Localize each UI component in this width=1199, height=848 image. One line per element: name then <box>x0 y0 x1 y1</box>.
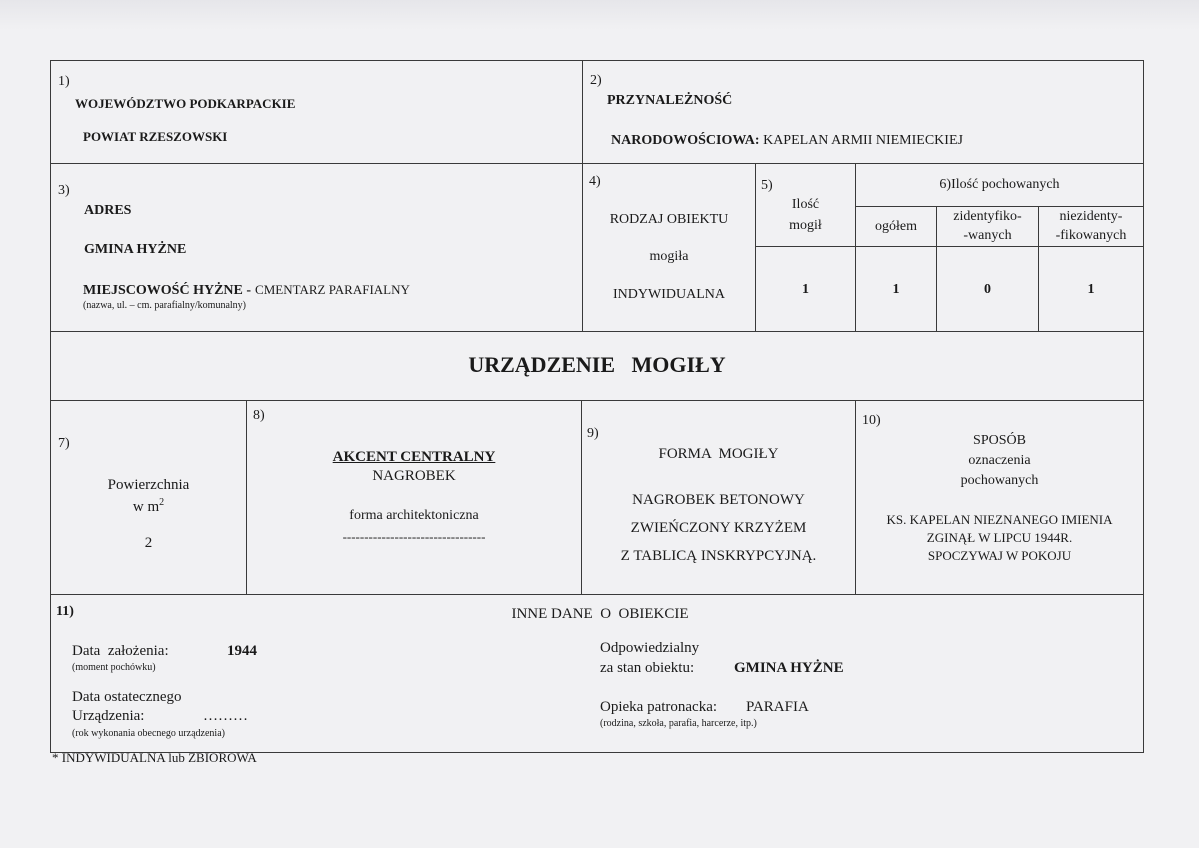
object-type-label: RODZAJ OBIEKTU <box>609 212 729 227</box>
locality-line <box>83 281 410 299</box>
section-title: URZĄDZENIE MOGIŁY <box>468 352 726 377</box>
grave-form-label: FORMA MOGIŁY <box>658 446 779 462</box>
col-divider <box>246 400 247 595</box>
cell-2-number: 2) <box>590 73 602 88</box>
row-divider <box>50 163 1144 164</box>
nationality-value: KAPELAN ARMII NIEMIECKIEJ <box>763 133 963 148</box>
buried-count-header: 6)Ilość pochowanych <box>939 177 1060 192</box>
cell-3-number: 3) <box>58 183 70 198</box>
area-unit-exponent: 2 <box>159 497 165 508</box>
commune: GMINA HYŻNE <box>84 242 187 257</box>
architectural-form-dashes: --------------------------------- <box>342 529 486 544</box>
buried-total-label: ogółem <box>875 219 917 234</box>
nationality-label: PRZYNALEŻNOŚĆ <box>607 93 733 108</box>
founding-date-value: 1944 <box>227 643 257 659</box>
area-unit: w m <box>132 499 160 515</box>
col-divider <box>855 400 856 595</box>
central-accent-subtitle: NAGROBEK <box>372 468 456 484</box>
nationality-line <box>611 133 963 149</box>
cell-5-number: 5) <box>761 178 773 193</box>
architectural-form-label: forma architektoniczna <box>349 508 479 523</box>
inscription-line2: ZGINĄŁ W LIPCU 1944R. <box>926 530 1073 545</box>
grave-form-line3: Z TABLICĄ INSKRYPCYJNĄ. <box>620 548 817 564</box>
locality-note: (nazwa, ul. – cm. parafialny/komunalny) <box>83 300 246 311</box>
area-label: Powierzchnia <box>107 477 190 493</box>
row-divider <box>755 246 1144 247</box>
identified-value: 0 <box>984 282 991 297</box>
graves-count-label-2: mogił <box>789 218 822 233</box>
identified-label: zidentyfiko- <box>953 209 1022 224</box>
last-arrangement-label: Data ostatecznego <box>72 689 182 705</box>
unidentified-label-2: -fikowanych <box>1055 228 1127 243</box>
row-divider <box>855 206 1144 207</box>
cell-4-number: 4) <box>589 174 601 189</box>
founding-date-label: Data założenia: <box>72 643 169 659</box>
unidentified-value: 1 <box>1087 282 1095 297</box>
cell-11-number: 11) <box>56 604 74 619</box>
last-arrangement-value: ……… <box>203 708 248 724</box>
buried-total-value: 1 <box>892 282 900 297</box>
graves-count-label: Ilość <box>791 197 820 212</box>
row-divider <box>50 331 1144 332</box>
last-arrangement-label-2: Urządzenia: <box>72 708 145 724</box>
patronage-note: (rodzina, szkoła, parafia, harcerze, itp.) <box>600 718 757 729</box>
locality-label: MIEJSCOWOŚĆ HYŻNE - <box>83 283 252 298</box>
locality-value: CMENTARZ PARAFIALNY <box>255 282 410 297</box>
grave-form-line2: ZWIEŃCZONY KRZYŻEM <box>630 520 807 536</box>
col-divider <box>755 163 756 332</box>
inscription-line3: SPOCZYWAJ W POKOJU <box>927 548 1072 563</box>
responsible-label: Odpowiedzialny <box>600 640 700 656</box>
object-type-value: INDYWIDUALNA <box>613 287 725 302</box>
district: POWIAT RZESZOWSKI <box>83 129 228 144</box>
marking-label-3: pochowanych <box>960 473 1039 488</box>
cell-10-number: 10) <box>862 413 881 428</box>
last-arrangement-note: (rok wykonania obecnego urządzenia) <box>72 728 225 739</box>
graves-count-value: 1 <box>802 282 809 297</box>
area-value: 2 <box>144 535 153 551</box>
row-divider <box>50 400 1144 401</box>
other-data-title: INNE DANE O OBIEKCIE <box>511 606 689 622</box>
cell-9-number: 9) <box>587 426 599 441</box>
marking-label-2: oznaczenia <box>968 453 1031 468</box>
cell-8-number: 8) <box>253 408 265 423</box>
cell-1-number: 1) <box>58 74 70 89</box>
marking-label-1: SPOSÓB <box>973 433 1026 448</box>
grave-form-line1: NAGROBEK BETONOWY <box>632 492 805 508</box>
area-unit-line <box>51 497 246 516</box>
responsible-label-2: za stan obiektu: <box>600 660 695 676</box>
inscription-line1: KS. KAPELAN NIEZNANEGO IMIENIA <box>886 512 1113 527</box>
unidentified-label: niezidenty- <box>1059 209 1123 224</box>
nationality-label-2: NARODOWOŚCIOWA: <box>611 133 760 148</box>
footnote: * INDYWIDUALNA lub ZBIOROWA <box>52 750 257 765</box>
row-divider <box>50 594 1144 595</box>
patronage-value: PARAFIA <box>746 699 809 715</box>
central-accent-title: AKCENT CENTRALNY <box>332 449 496 465</box>
identified-label-2: -wanych <box>963 228 1012 243</box>
scan-edge <box>0 0 1199 30</box>
responsible-value: GMINA HYŻNE <box>734 660 844 676</box>
voivodeship: WOJEWÓDZTWO PODKARPACKIE <box>75 96 296 111</box>
form-border <box>50 60 1144 61</box>
founding-date-note: (moment pochówku) <box>72 662 156 673</box>
object-type-line2: mogiła <box>649 249 689 264</box>
address-label: ADRES <box>84 203 132 218</box>
cell-7-number: 7) <box>58 436 70 451</box>
patronage-label: Opieka patronacka: <box>600 699 718 715</box>
